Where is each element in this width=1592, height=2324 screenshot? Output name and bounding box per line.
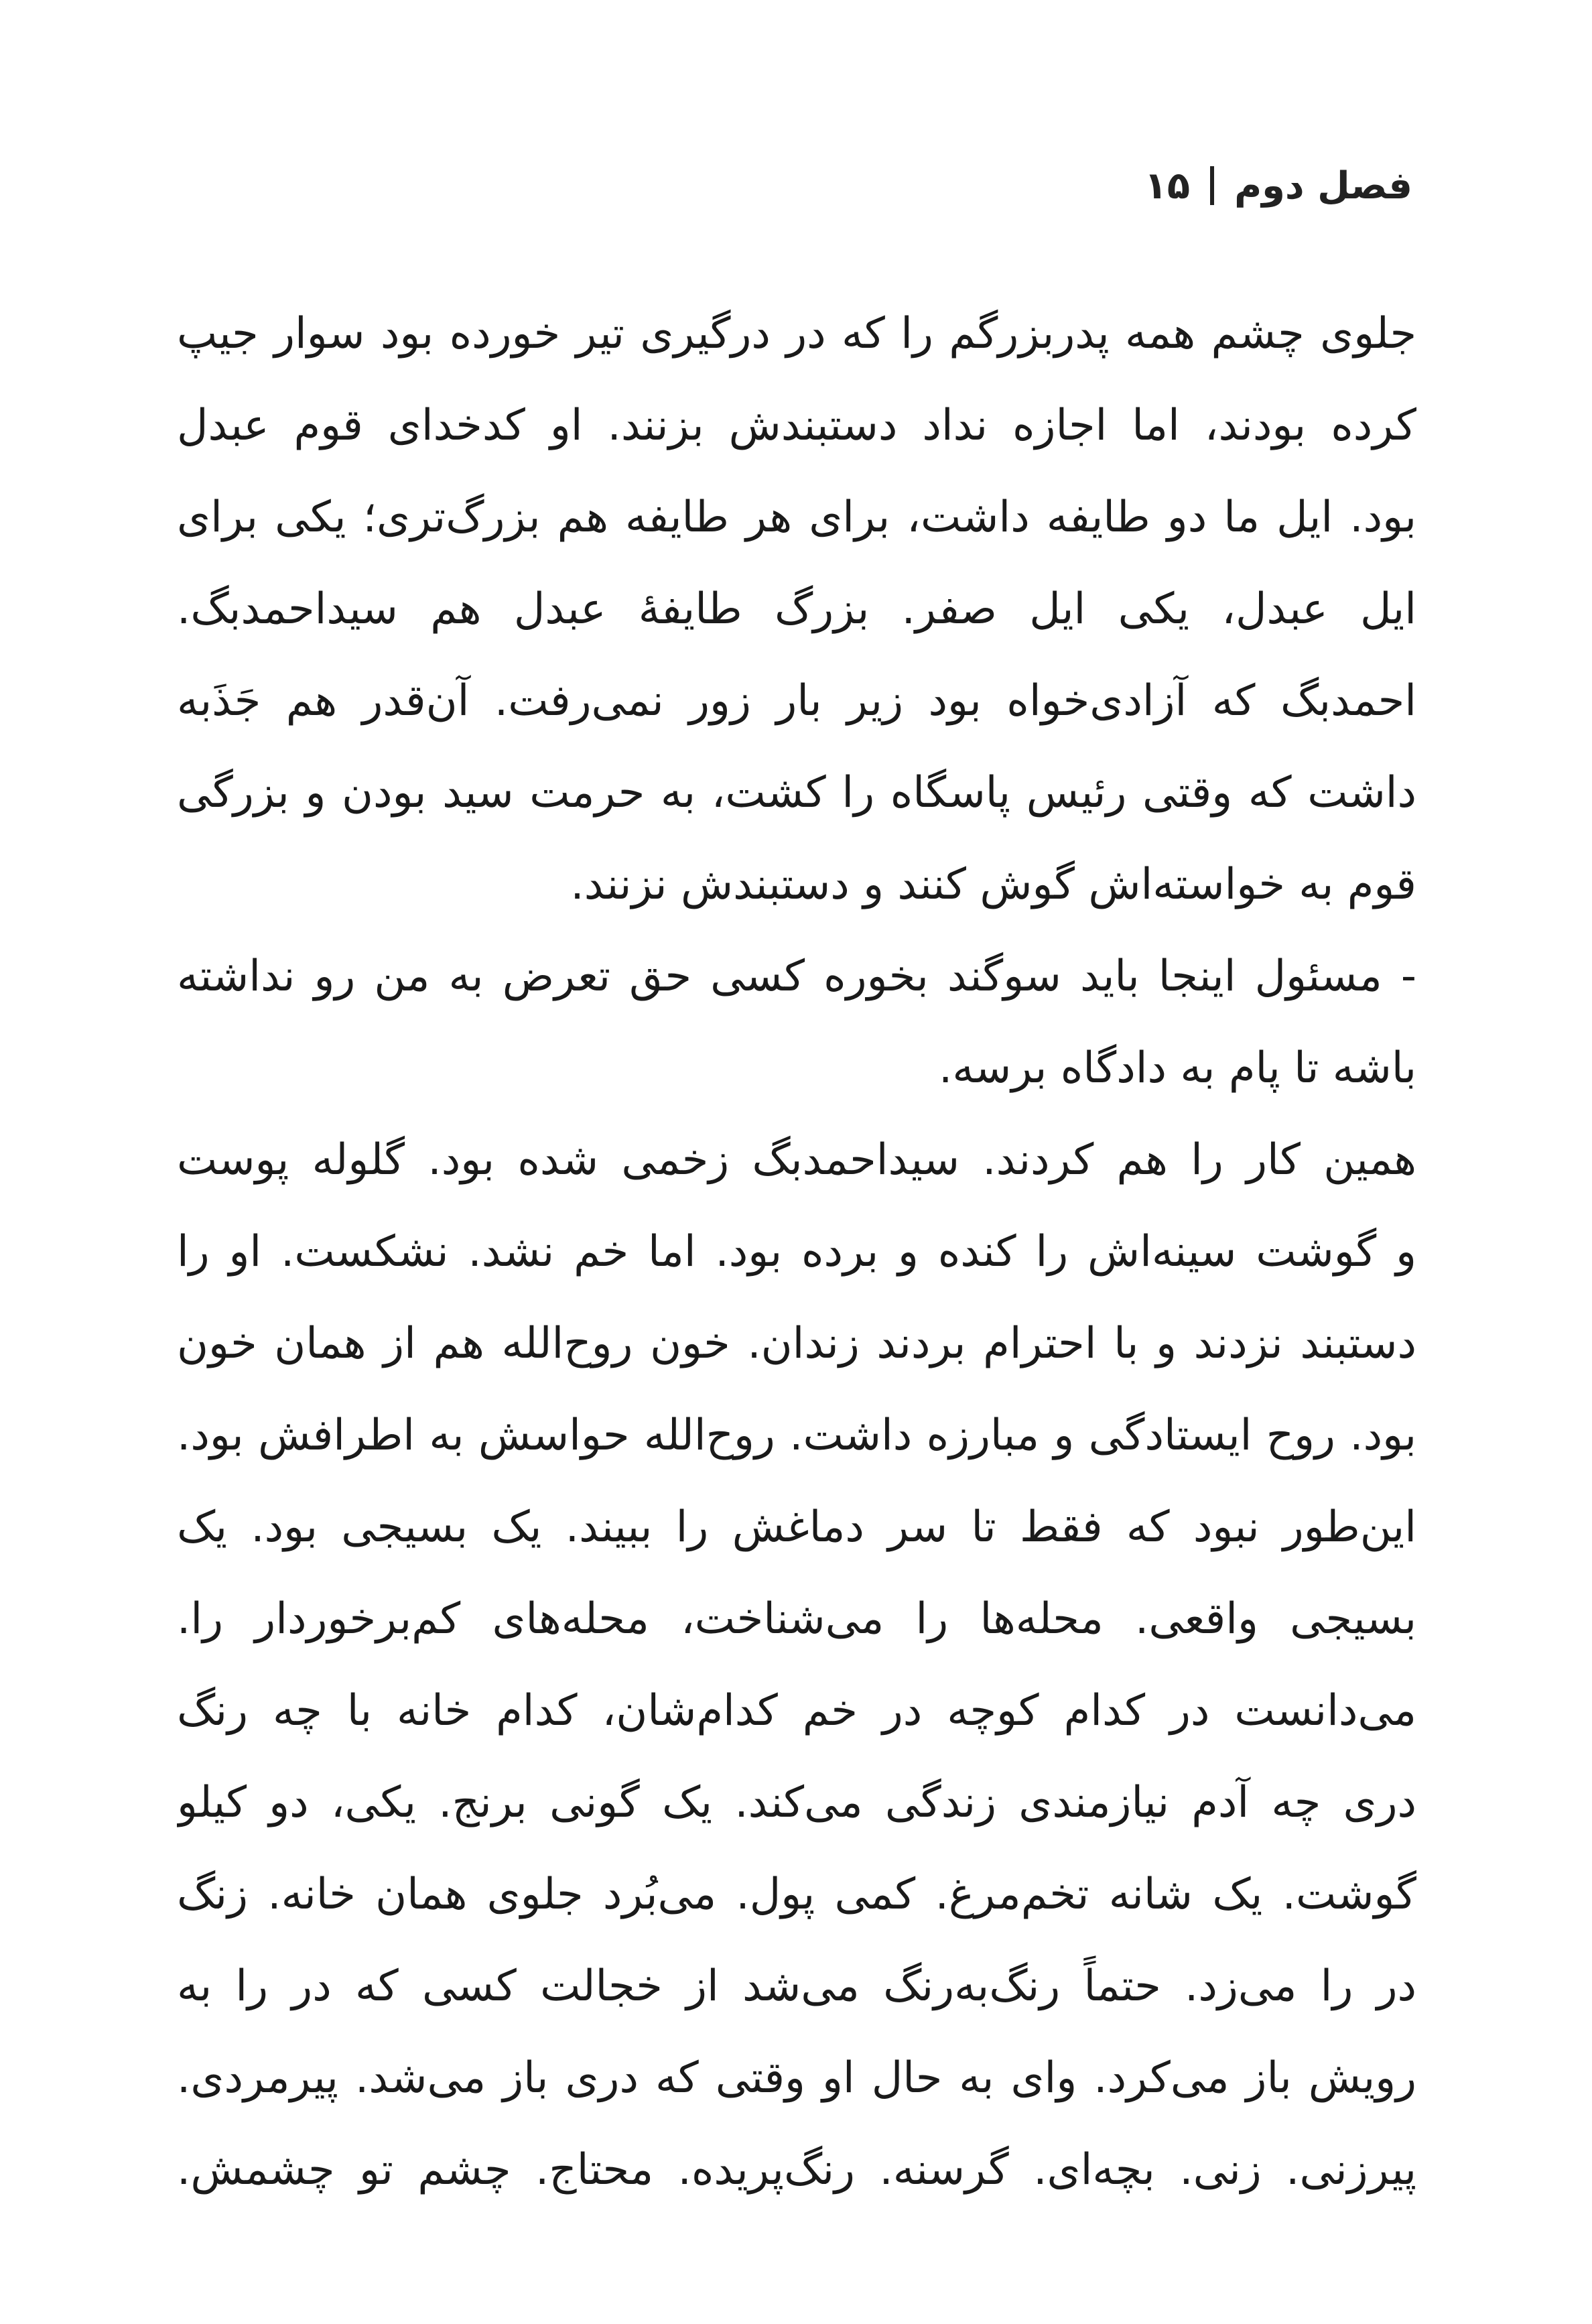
header-separator: [1210, 166, 1214, 205]
text-line: گوشت. یک شانه تخم‌مرغ. کمی پول. می‌بُرد جلوی همان خانه. زنگ: [177, 1870, 1416, 1919]
dialogue-line: باشه تا پام به دادگاه برسه.: [938, 1043, 1416, 1093]
text-line: این‌طور نبود که فقط تا سر دماغش را ببیند. یک بسیجی بود. یک: [177, 1502, 1416, 1552]
text-line: بود. روح ایستادگی و مبارزه داشت. روح‌الله حواسش به اطرافش بود.: [177, 1411, 1416, 1460]
chapter-title: فصل دوم: [1234, 164, 1412, 208]
text-line: دستبند نزدند و با احترام بردند زندان. خون روح‌الله هم از همان خون: [177, 1319, 1416, 1368]
text-line: احمدبگ که آزادی‌خواه بود زیر بار زور نمی‌رفت. آن‌قدر هم جَذَبه: [177, 676, 1416, 726]
dialogue-line: - مسئول اینجا باید سوگند بخوره کسی حق تعرض به من رو نداشته: [177, 952, 1416, 1001]
text-line: داشت که وقتی رئیس پاسگاه را کشت، به حرمت سید بودن و بزرگی: [177, 768, 1416, 818]
text-line: پیرزنی. زنی. بچه‌ای. گرسنه. رنگ‌پریده. محتاج. چشم تو چشمش.: [177, 2145, 1416, 2195]
text-line: کرده بودند، اما اجازه نداد دستبندش بزنند. او کدخدای قوم عبدل: [177, 401, 1416, 450]
text-line: و گوشت سینه‌اش را کنده و برده بود. اما خم نشد. نشکست. او را: [177, 1227, 1416, 1277]
running-head: [1118, 155, 1412, 216]
text-line: ایل عبدل، یکی ایل صفر. بزرگ طایفهٔ عبدل هم سیداحمدبگ.: [177, 584, 1416, 634]
text-line: بسیجی واقعی. محله‌ها را می‌شناخت، محله‌های کم‌برخوردار را.: [177, 1594, 1416, 1644]
text-line: رویش باز می‌کرد. وای به حال او وقتی که دری باز می‌شد. پیرمردی.: [177, 2053, 1416, 2103]
text-line: می‌دانست در کدام کوچه در خم کدام‌شان، کدام خانه با چه رنگ: [177, 1686, 1416, 1736]
text-line: دری چه آدم نیازمندی زندگی می‌کند. یک گونی برنج. یکی، دو کیلو: [177, 1778, 1416, 1827]
text-line: قوم به خواسته‌اش گوش کنند و دستبندش نزنند.: [570, 860, 1416, 909]
text-line: جلوی چشم همه پدربزرگم را که در درگیری تیر خورده بود سوار جیپ: [177, 309, 1416, 359]
text-line: در را می‌زد. حتماً رنگ‌به‌رنگ می‌شد از خجالت کسی که در را به: [177, 1961, 1416, 2011]
page-number: ۱۵: [1144, 164, 1191, 208]
text-line: بود. ایل ما دو طایفه داشت، برای هر طایفه هم بزرگ‌تری؛ یکی برای: [177, 493, 1416, 542]
body-text: [177, 288, 1416, 2216]
text-line: همین کار را هم کردند. سیداحمدبگ زخمی شده بود. گلوله پوست: [177, 1135, 1416, 1185]
